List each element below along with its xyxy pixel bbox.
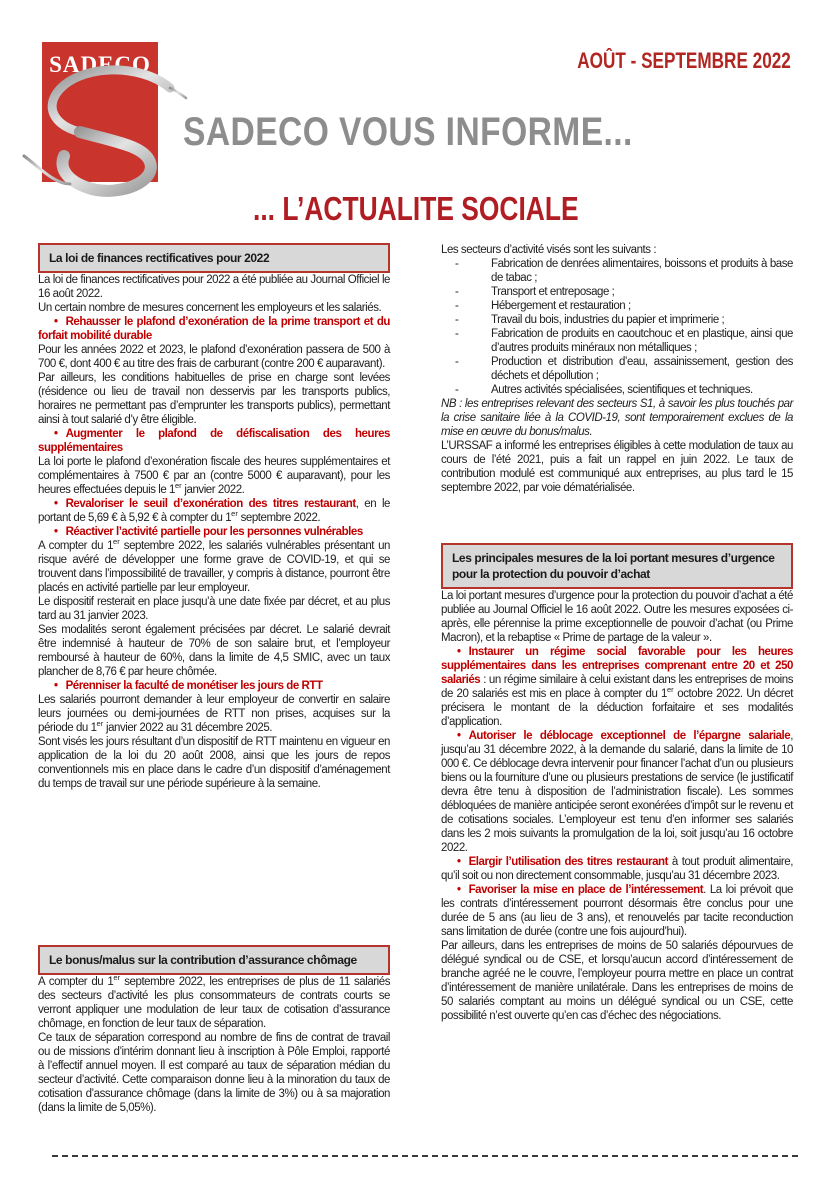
heading-text: Autoriser le déblocage exceptionnel de l’épargne salariale <box>468 730 791 742</box>
paragraph: Par ailleurs, les conditions habituelles de prise en charge sont levées (résidence ou lieu de travail non desservis par les transports publics, horaires ne permettant pas d’emprunter les transports publics), permettant ainsi à tout salarié d’y être éligible. <box>38 372 390 426</box>
paragraph: L’URSSAF a informé les entreprises éligibles à cette modulation de taux au cours de l’été 2021, puis a fait un rappel en juin 2022. Le taux de contribution modulé est communiqué aux entreprises, au plus tard le 15 septembre 2022, par voie dématérialisée. <box>441 440 793 494</box>
superscript: er <box>666 685 674 695</box>
paragraph: Pour les années 2022 et 2023, le plafond d’exonération passera de 500 à 700 €, dont 400 € au titre des frais de carburant (contre 200 € auparavant). <box>38 344 390 370</box>
bullet-marker: • <box>54 428 58 440</box>
paragraph: Les salariés pourront demander à leur employeur de convertir en salaire leurs journées ou demi-journées de RTT non prises, acquises sur la période du 1er janvier 2022 au 31 décembre 2025. <box>38 694 390 734</box>
section-header-finance-law: La loi de finances rectificatives pour 2022 <box>38 243 390 273</box>
left-column-bonus-malus <box>38 945 390 1115</box>
superscript: er <box>231 509 238 519</box>
paragraph: Les secteurs d’activité visés sont les suivants : <box>441 244 657 256</box>
left-column <box>38 243 390 791</box>
nb-note: NB : les entreprises relevant des secteurs S1, à savoir les plus touchés par la crise sanitaire liée à la COVID-19, sont temporairement exclues de la mise en œuvre du bonus/malus. <box>441 398 793 438</box>
issue-date: AOÛT - SEPTEMBRE 2022 <box>577 48 791 73</box>
right-column <box>441 243 793 495</box>
list-item: - Transport et entreposage ; <box>441 285 793 299</box>
list-item: - Hébergement et restauration ; <box>441 299 793 313</box>
newsletter-subtitle: ... L’ACTUALITE SOCIALE <box>253 190 579 227</box>
bullet-marker: • <box>457 856 461 868</box>
heading-text: Pérenniser la faculté de monétiser les jours de RTT <box>65 680 323 692</box>
bullet-heading: • Elargir l’utilisation des titres restaurant à tout produit alimentaire, qu’il soit ou non directement consommable, jusqu’au 31 décembre 2023. <box>441 856 793 882</box>
paragraph: A compter du 1er septembre 2022, les salariés vulnérables présentant un risque avéré de développer une forme grave de COVID-19, et qui se trouvent dans l’impossibilité de travailler, y compris à distance, pourront être placés en activité partielle par leur employeur. <box>38 537 390 594</box>
superscript: er <box>174 481 182 491</box>
bullet-heading <box>38 679 390 693</box>
paragraph: A compter du 1er septembre 2022, les entreprises de plus de 11 salariés des secteurs d’activité les plus consommateurs de contrats courts se verront appliquer une modulation de leur taux de cotisation d’assurance chômage, en fonction de leur taux de séparation. <box>38 973 390 1030</box>
logo-text: SADECO <box>49 52 151 77</box>
list-item: - Autres activités spécialisées, scientifiques et techniques. <box>441 383 793 397</box>
list-item: - Fabrication de produits en caoutchouc et en plastique, ainsi que d’autres produits minéraux non métalliques ; <box>441 327 793 355</box>
dash-marker: - <box>455 286 459 298</box>
bullet-heading: • Favoriser la mise en place de l’intéressement. La loi prévoit que les contrats d’intéressement pourront désormais être conclus pour une durée de 5 ans (au lieu de 3 ans), et renouvelés par tacite reconduction sans limitation de durée (contre une fois aujourd’hui). <box>441 884 793 938</box>
heading-text: Revaloriser le seuil d’exonération des titres restaurant <box>65 498 356 510</box>
bullet-marker: • <box>54 316 58 328</box>
superscript: er <box>113 537 120 547</box>
paragraph: Le dispositif resterait en place jusqu’à une date fixée par décret, et au plus tard au 31 janvier 2023. <box>38 596 390 622</box>
paragraph: Sont visés les jours résultant d’un dispositif de RTT maintenu en vigueur en application de la loi du 20 août 2008, ainsi que les jours de repos conventionnels mis en place dans le cadre d’un dispositif d’aménagement du temps de travail sur une période supérieure à la semaine. <box>38 736 390 790</box>
list-item: - Travail du bois, industries du papier et imprimerie ; <box>441 313 793 327</box>
bullet-heading: • Autoriser le déblocage exceptionnel de l’épargne salariale, jusqu’au 31 décembre 2022, à la demande du salarié, dans la limite de 10 000 €. Ce déblocage devra intervenir pour financer l’achat d’un ou plusieurs biens ou la fourniture d’une ou plusieurs prestations de service (le justificatif devra être tenu à disposition de l’administration fiscale). Les sommes débloquées de manière anticipée seront exonérées d’impôt sur le revenu et de cotisations sociales. L’employeur est tenu d’en informer ses salariés dans les 2 mois suivants la promulgation de la loi, soit jusqu’au 16 octobre 2022. <box>441 730 793 854</box>
dash-marker: - <box>455 314 459 326</box>
paragraph: La loi de finances rectificatives pour 2022 a été publiée au Journal Officiel le 16 août 2022. <box>38 274 390 300</box>
bullet-marker: • <box>54 680 58 692</box>
dash-marker: - <box>455 258 459 270</box>
list-item: - Fabrication de denrées alimentaires, boissons et produits à base de tabac ; <box>441 257 793 285</box>
bullet-heading: • Instaurer un régime social favorable pour les heures supplémentaires dans les entreprises comprenant entre 20 et 250 salariés : un régime similaire à celui existant dans les entreprises de moins de 20 salariés est mis en place à compter du 1er octobre 2022. Un décret précisera le montant de la déduction forfaitaire et ses modalités d’application. <box>441 646 793 728</box>
section-header-purchasing-power: Les principales mesures de la loi portant mesures d’urgence pour la protection du pouvoir d’achat <box>441 543 793 589</box>
paragraph: La loi portant mesures d’urgence pour la protection du pouvoir d’achat a été publiée au Journal Officiel le 16 août 2022. Outre les mesures exposées ci-après, elle pérennise la prime exceptionnelle de pouvoir d’achat (ou Prime Macron), et la rebaptise « Prime de partage de la valeur ». <box>441 590 793 644</box>
bullet-marker: • <box>457 646 461 658</box>
dashed-separator <box>52 1155 798 1157</box>
bullet-marker: • <box>54 526 58 538</box>
newsletter-title: SADECO VOUS INFORME... <box>183 110 633 154</box>
heading-text: Favoriser la mise en place de l’intéressement <box>468 884 704 896</box>
heading-text: Elargir l’utilisation des titres restaurant <box>468 856 668 868</box>
paragraph: La loi porte le plafond d’exonération fiscale des heures supplémentaires et complémentaires à 7500 € par an (contre 5000 € auparavant), pour les heures effectuées depuis le 1er janvier 2022. <box>38 456 390 496</box>
dash-marker: - <box>455 300 459 312</box>
superscript: er <box>96 719 104 729</box>
paragraph: Par ailleurs, dans les entreprises de moins de 50 salariés dépourvues de délégué syndical ou de CSE, et lorsqu’aucun accord d’intéressement de branche agréé ne le couvre, l’employeur pourra mettre en place un contrat d’intéressement de manière unilatérale. Dans les entreprises de moins de 50 salariés comptant au moins un délégué syndical ou un CSE, cette possibilité n’est ouverte qu’en cas d’échec des négociations. <box>441 940 793 1022</box>
bullet-marker: • <box>457 884 461 896</box>
bullet-marker: • <box>54 498 58 510</box>
paragraph: Un certain nombre de mesures concernent les employeurs et les salariés. <box>38 302 382 314</box>
heading-text: Réactiver l’activité partielle pour les personnes vulnérables <box>65 526 363 538</box>
right-column-purchasing-power <box>441 543 793 1023</box>
paragraph: Ce taux de séparation correspond au nombre de fins de contrat de travail ou de missions d’intérim donnant lieu à inscription à Pôle Emploi, rapporté à l’effectif annuel moyen. Il est comparé au taux de séparation médian du secteur d’activité. Cette comparaison donne lieu à la minoration du taux de cotisation d’assurance chômage (dans la limite de 3%) ou à sa majoration (dans la limite de 5,05%). <box>38 1032 390 1114</box>
bullet-heading <box>38 525 390 539</box>
heading-text: Instaurer un régime social favorable pour les heures supplémentaires dans les entreprises comprenant entre 20 et 250 salariés <box>441 646 793 686</box>
heading-text: Augmenter le plafond de défiscalisation des heures supplémentaires <box>38 428 390 454</box>
dash-marker: - <box>455 328 459 340</box>
bullet-heading: • Revaloriser le seuil d’exonération des titres restaurant, en le portant de 5,69 € à 5,92 € à compter du 1er septembre 2022. <box>38 498 391 524</box>
dash-marker: - <box>455 384 459 396</box>
bullet-heading <box>38 315 390 343</box>
section-header-bonus-malus: Le bonus/malus sur la contribution d’assurance chômage <box>38 945 390 975</box>
list-item: - Production et distribution d’eau, assainissement, gestion des déchets et dépollution ; <box>441 355 793 383</box>
dash-marker: - <box>455 356 459 368</box>
superscript: er <box>113 973 121 983</box>
bullet-marker: • <box>457 730 461 742</box>
paragraph: Ses modalités seront également précisées par décret. Le salarié devrait être indemnisé à hauteur de 70% de son salaire brut, et l’employeur remboursé à hauteur de 60%, dans la limite de 4,5 SMIC, avec un taux plancher de 8,76 € par heure chômée. <box>38 624 390 678</box>
bullet-heading <box>38 427 390 455</box>
heading-text: Rehausser le plafond d’exonération de la prime transport et du forfait mobilité durable <box>38 316 390 342</box>
